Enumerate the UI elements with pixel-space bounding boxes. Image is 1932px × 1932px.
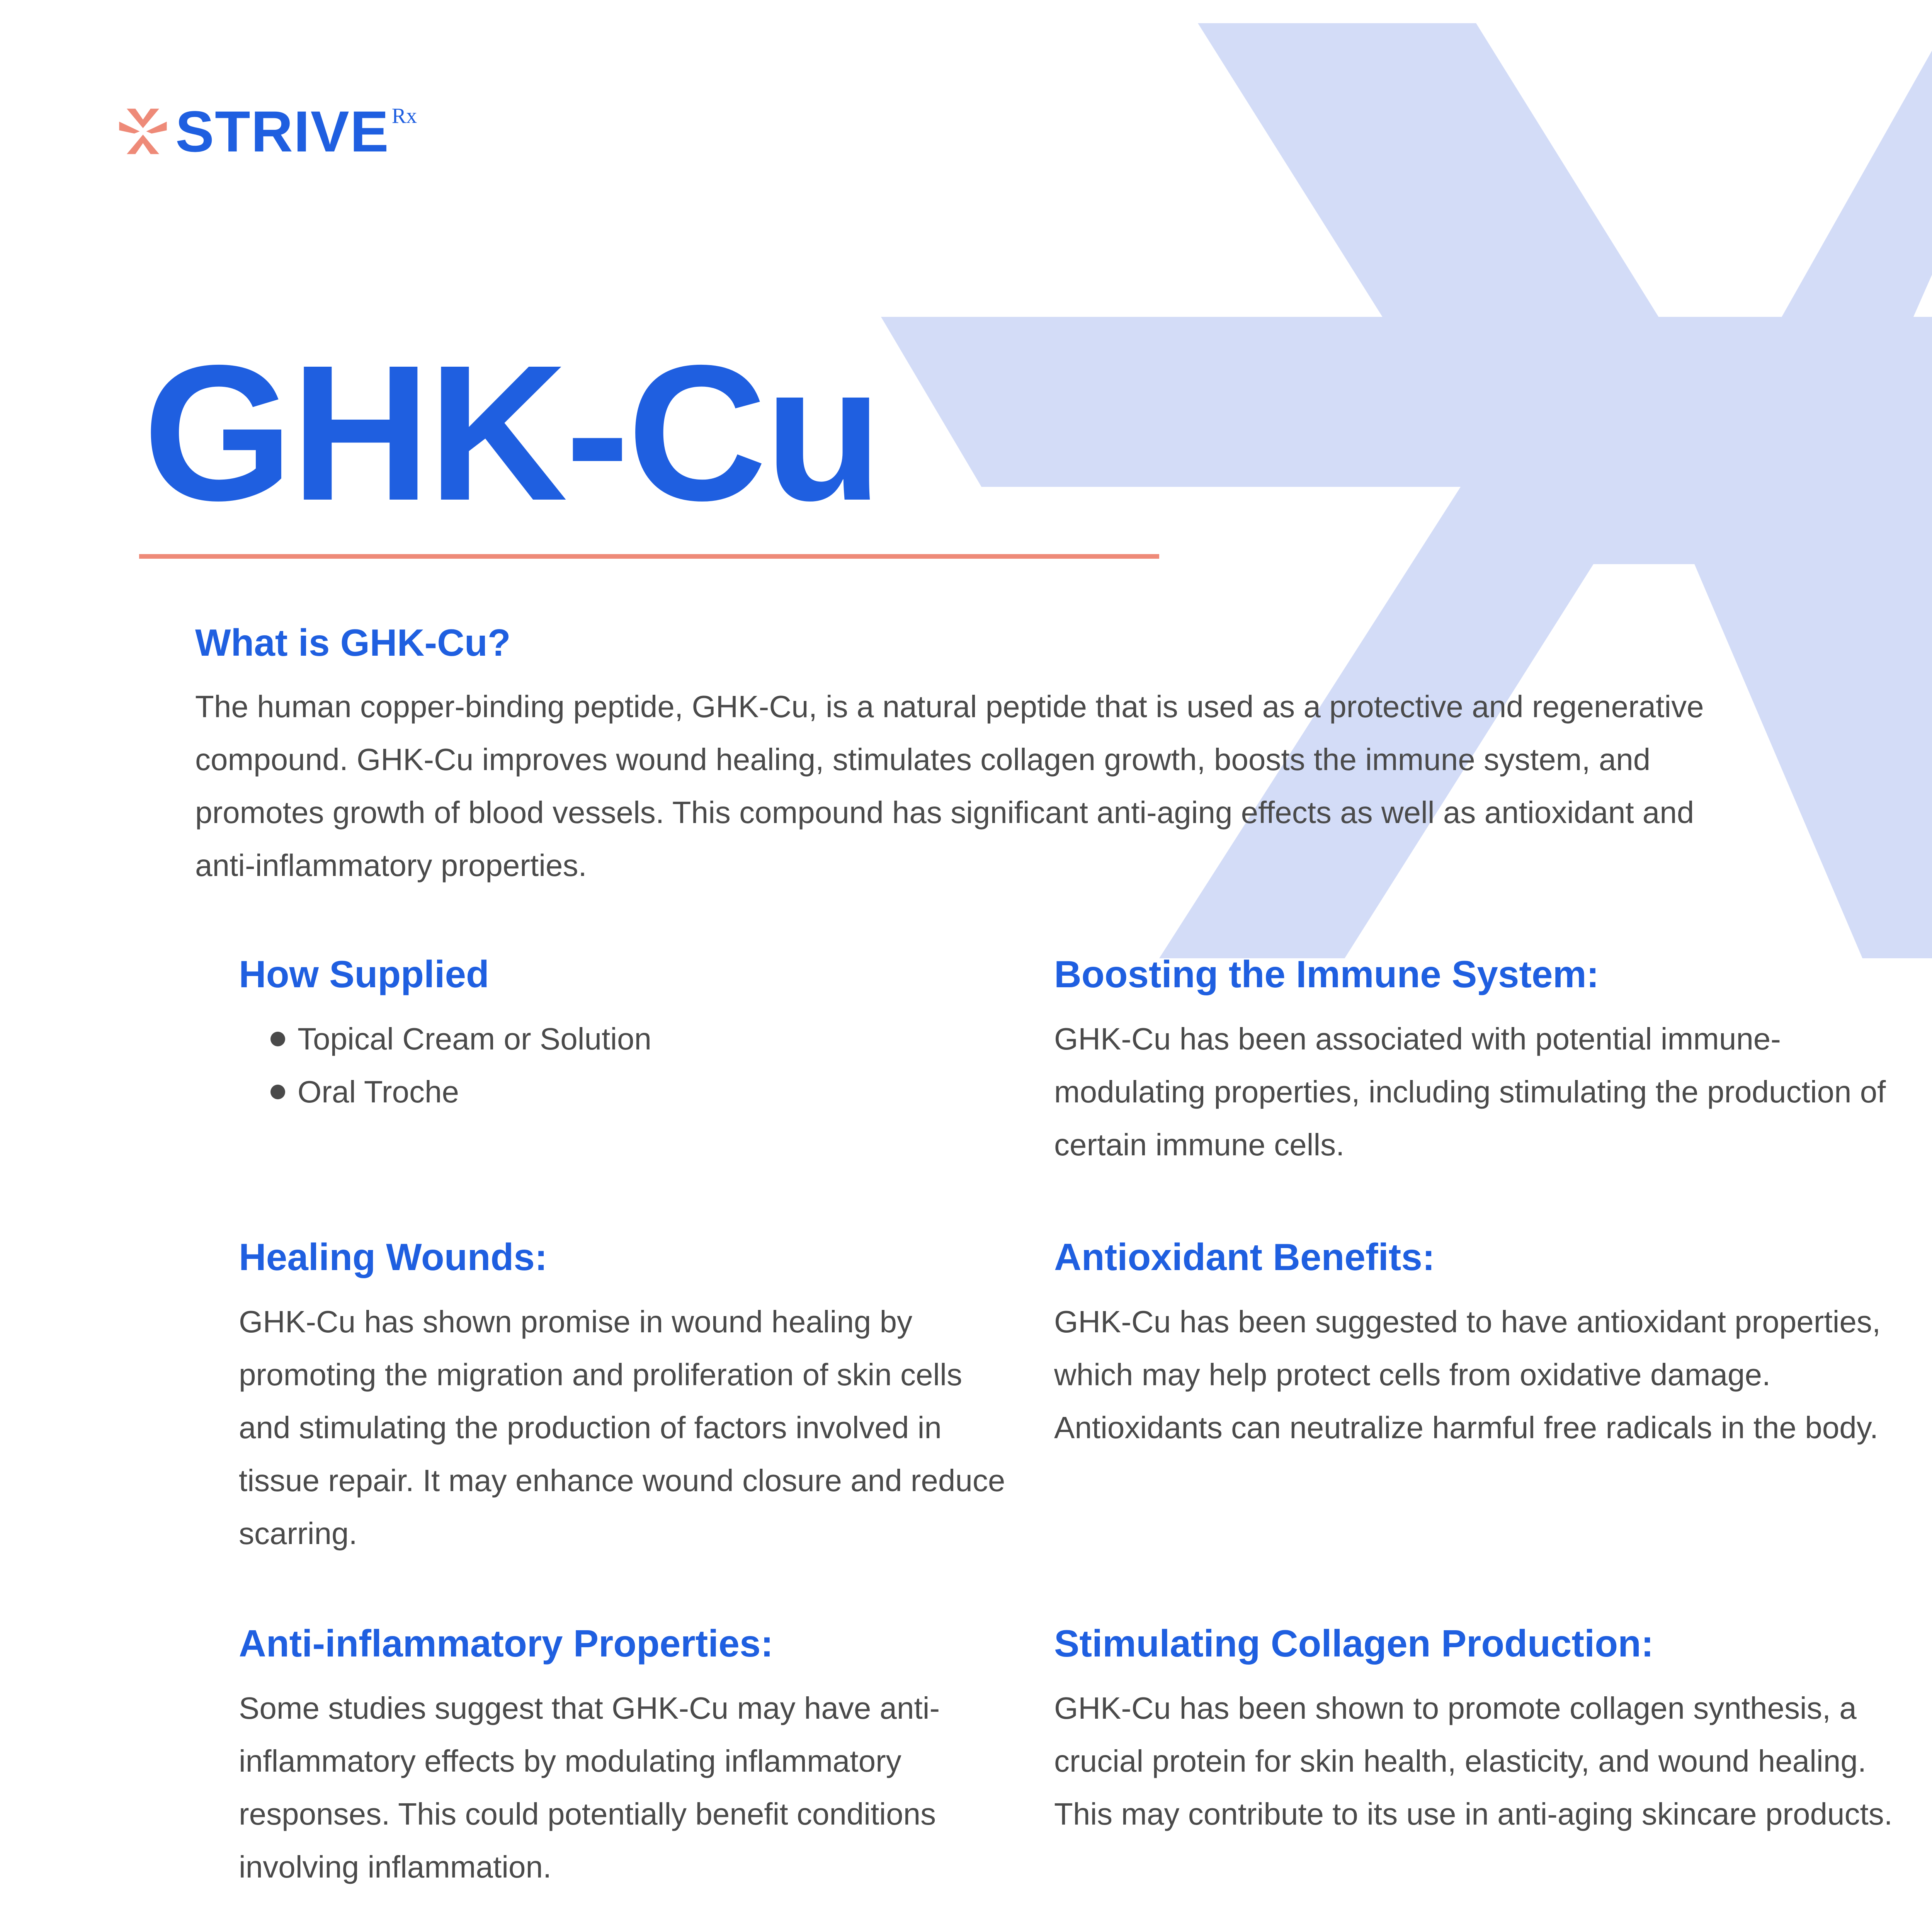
page-title: GHK-Cu [143, 325, 881, 541]
intro-text: The human copper-binding peptide, GHK-Cu, is a natural peptide that is used as a protective and regenerative compound. GHK-Cu improves wound healing, stimulates collagen growth, boosts the immune system, and promotes growth of blood vessels. This compound has significant anti-aging effects as well as antioxidant and anti-inflammatory properties. [195, 689, 1704, 883]
logo-rx: Rx [391, 104, 417, 128]
antioxidant-text: GHK-Cu has been suggested to have antioxidant properties, which may help protect cells from oxidative damage. Antioxidants can neutralize harmful free radicals in the body. [1054, 1304, 1881, 1445]
anti-inflammatory-heading: Anti-inflammatory Properties: [239, 1622, 774, 1665]
antioxidant-heading: Antioxidant Benefits: [1054, 1236, 1435, 1278]
list-item [270, 1065, 651, 1118]
how-supplied-heading: How Supplied [239, 953, 489, 995]
immune-heading: Boosting the Immune System: [1054, 953, 1599, 995]
list-item [270, 1012, 651, 1065]
how-supplied-list [270, 1012, 651, 1118]
bullet-icon [270, 1032, 285, 1046]
strive-star-icon [116, 104, 170, 158]
list-item-label: Topical Cream or Solution [298, 1022, 651, 1056]
list-item-label: Oral Troche [298, 1075, 459, 1109]
healing-heading: Healing Wounds: [239, 1236, 548, 1278]
collagen-text: GHK-Cu has been shown to promote collagen synthesis, a crucial protein for skin health, elasticity, and wound healing. This may contribute to its use in anti-aging skincare products. [1054, 1691, 1893, 1831]
healing-text: GHK-Cu has shown promise in wound healing by promoting the migration and proliferation of skin cells and stimulating the production of factors involved in tissue repair. It may enhance wound closure and reduce scarring. [239, 1304, 1005, 1551]
strive-logo [116, 100, 417, 162]
intro-heading: What is GHK-Cu? [195, 621, 511, 664]
title-divider [139, 554, 1159, 559]
logo-wordmark: STRIVE [175, 99, 389, 164]
bullet-icon [270, 1085, 285, 1099]
anti-inflammatory-text: Some studies suggest that GHK-Cu may have anti-inflammatory effects by modulating inflammatory responses. This could potentially benefit conditions involving inflammation. [239, 1691, 940, 1884]
collagen-heading: Stimulating Collagen Production: [1054, 1622, 1654, 1665]
immune-text: GHK-Cu has been associated with potential immune-modulating properties, including stimulating the production of certain immune cells. [1054, 1022, 1886, 1162]
